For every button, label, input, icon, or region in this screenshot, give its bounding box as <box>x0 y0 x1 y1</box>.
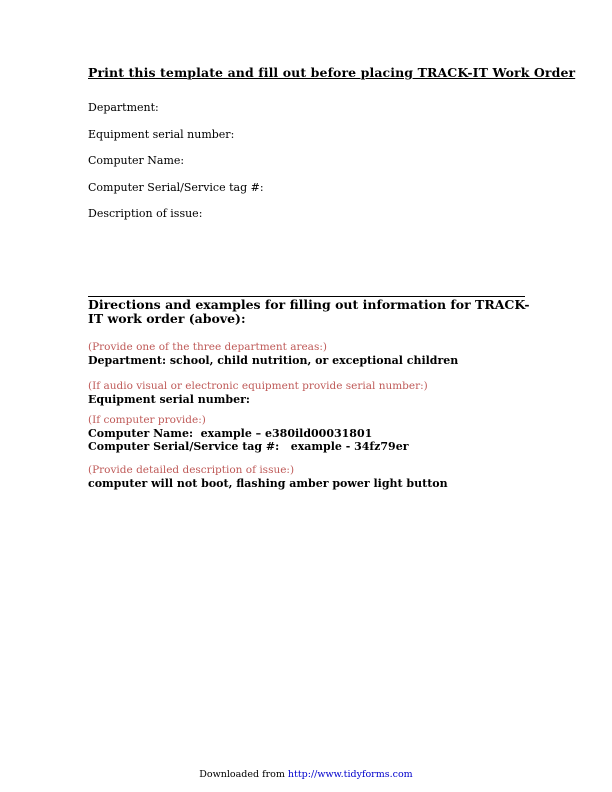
example-computer-name: Computer Name: example – e380ild00031801 <box>88 427 373 440</box>
example-issue: computer will not boot, flashing amber power light button <box>88 477 448 490</box>
example-department: Department: school, child nutrition, or exceptional children <box>88 354 459 367</box>
field-label-department: Department: <box>88 101 159 114</box>
field-label-computer-serial: Computer Serial/Service tag #: <box>88 181 264 194</box>
field-label-computer-name: Computer Name: <box>88 154 185 167</box>
directions-heading: Directions and examples for filling out information for TRACK-IT work order (above): <box>88 297 530 326</box>
directions-section-issue <box>88 464 448 490</box>
document-title: Print this template and fill out before placing TRACK-IT Work Order <box>88 65 576 80</box>
directions-section-department <box>88 341 458 367</box>
example-computer-serial: Computer Serial/Service tag #: example - 34fz79er <box>88 440 409 453</box>
page-footer <box>0 769 612 781</box>
hint-issue: (Provide detailed description of issue:) <box>88 464 295 476</box>
hint-department: (Provide one of the three department areas:) <box>88 341 327 353</box>
field-label-equipment-serial: Equipment serial number: <box>88 128 235 141</box>
footer-link[interactable]: http://www.tidyforms.com <box>287 769 413 780</box>
directions-section-equipment <box>88 380 428 406</box>
field-label-description: Description of issue: <box>88 207 203 220</box>
directions-section-computer <box>88 414 409 453</box>
hint-equipment: (If audio visual or electronic equipment provide serial number:) <box>88 380 428 392</box>
hint-computer: (If computer provide:) <box>88 414 206 426</box>
footer-text: Downloaded from <box>199 769 288 780</box>
example-equipment: Equipment serial number: <box>88 393 250 406</box>
